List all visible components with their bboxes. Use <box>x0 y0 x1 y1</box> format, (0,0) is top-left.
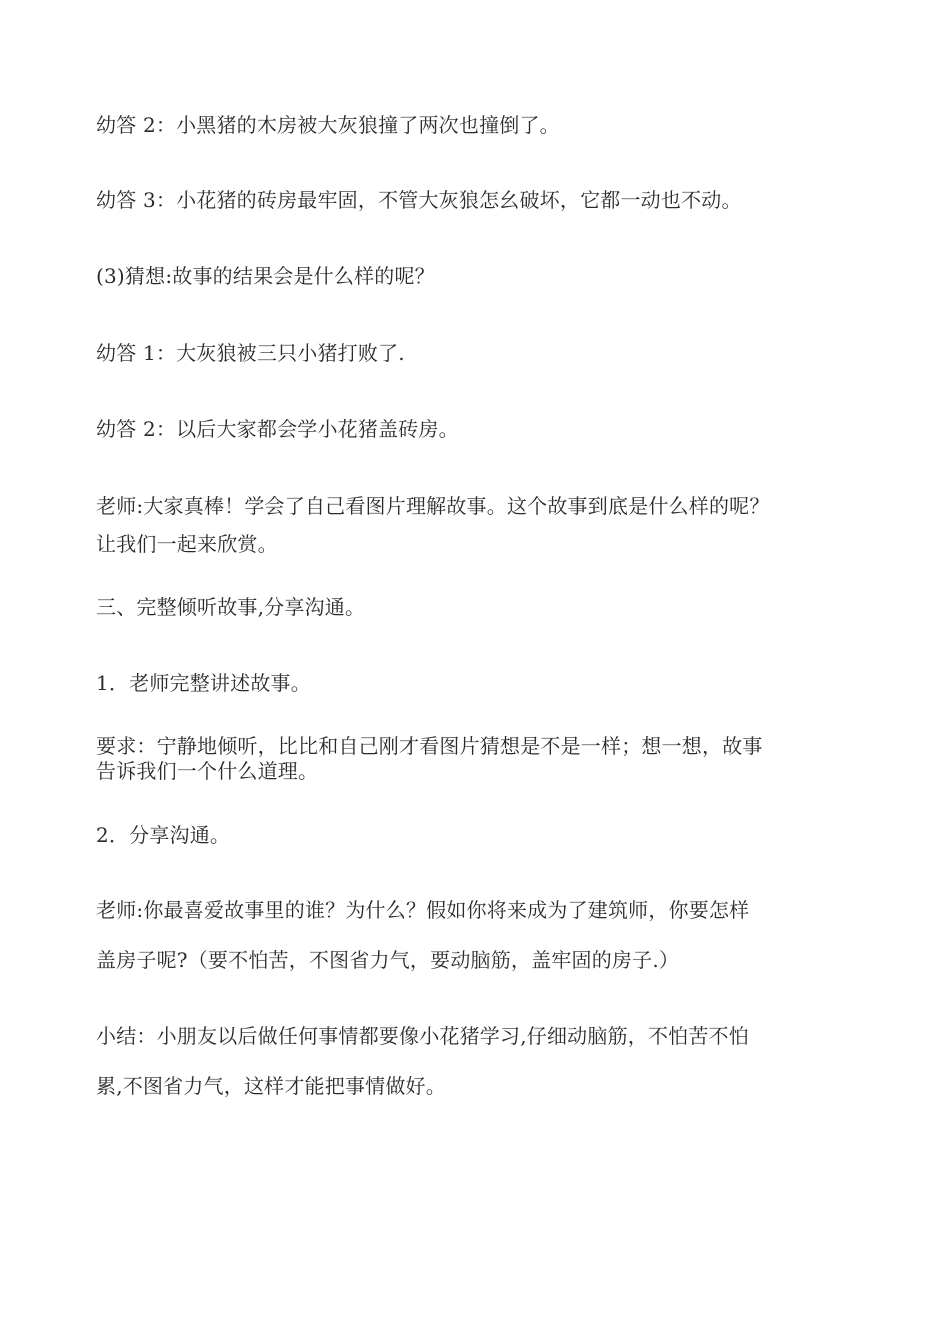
answer-1-wolf-defeated: 幼答 1：大灰狼被三只小猪打败了. <box>96 341 405 365</box>
teacher-praise-line-1: 老师:大家真棒！学会了自己看图片理解故事。这个故事到底是什么样的呢？ <box>96 494 770 518</box>
answer-3-brick-house: 幼答 3：小花猪的砖房最牢固，不管大灰狼怎幺破坏，它都一动也不动。 <box>96 188 742 212</box>
teacher-question-line-2: 盖房子呢?（要不怕苦，不图省力气，要动脑筋，盖牢固的房子.） <box>96 948 680 972</box>
requirement-line-2: 告诉我们一个什么道理。 <box>96 759 319 783</box>
answer-2-learn-brick: 幼答 2：以后大家都会学小花猪盖砖房。 <box>96 417 459 441</box>
requirement-line-1: 要求：宁静地倾听，比比和自己刚才看图片猜想是不是一样；想一想，故事 <box>96 734 763 758</box>
teacher-question-line-1: 老师:你最喜爱故事里的谁？为什么？假如你将来成为了建筑师，你要怎样 <box>96 898 750 922</box>
guess-question: (3)猜想:故事的结果会是什么样的呢？ <box>96 264 435 288</box>
summary-line-2: 累,不图省力气，这样才能把事情做好。 <box>96 1074 446 1098</box>
answer-2-wood-house: 幼答 2：小黑猪的木房被大灰狼撞了两次也撞倒了。 <box>96 113 560 137</box>
step-1-teacher-tells-story: 1．老师完整讲述故事。 <box>96 671 311 695</box>
section-three-heading: 三、完整倾听故事,分享沟通。 <box>96 595 366 619</box>
teacher-praise-line-2: 让我们一起来欣赏。 <box>96 532 278 556</box>
step-2-share: 2．分享沟通。 <box>96 823 231 847</box>
summary-line-1: 小结：小朋友以后做任何事情都要像小花猪学习,仔细动脑筋，不怕苦不怕 <box>96 1024 749 1048</box>
